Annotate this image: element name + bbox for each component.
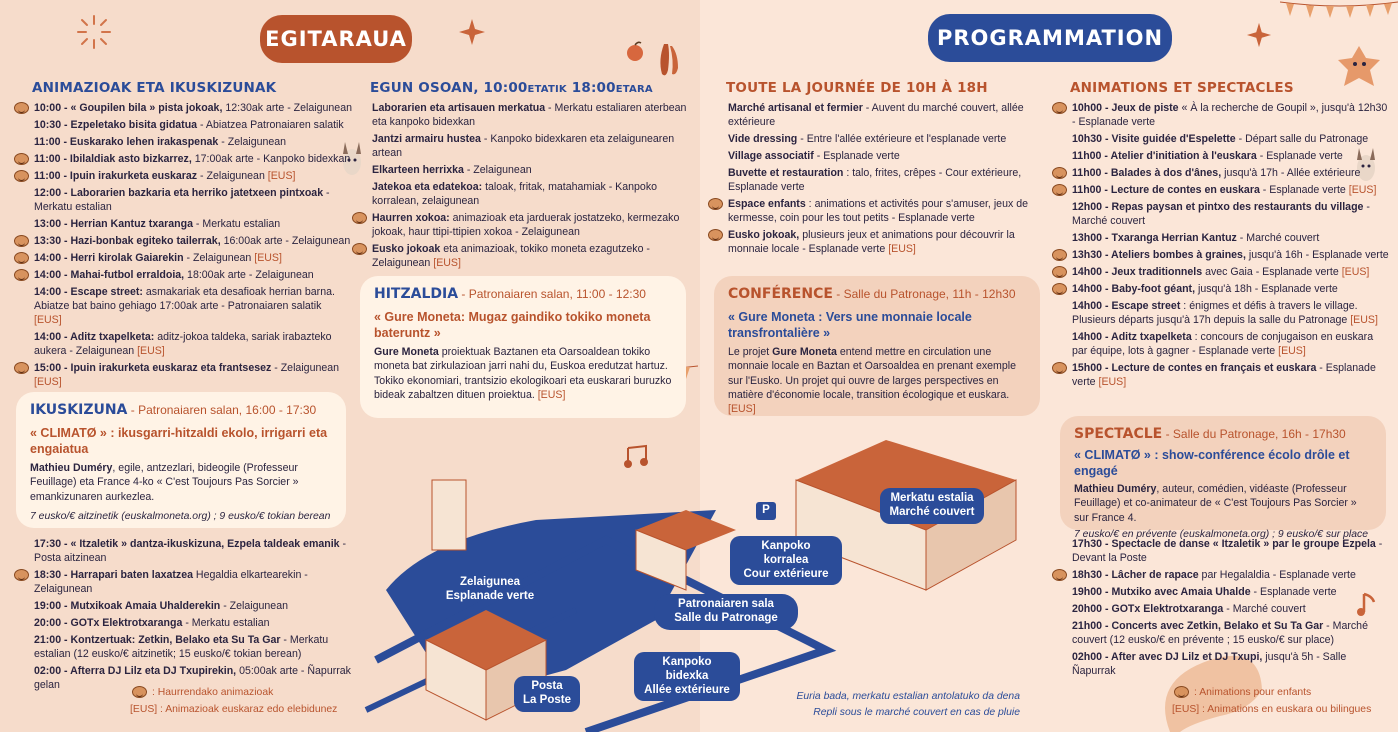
eus-tag: [EUS] bbox=[267, 170, 296, 183]
child-face-icon bbox=[708, 229, 723, 241]
eus-tag: [EUS] bbox=[34, 375, 62, 388]
legend-french bbox=[1172, 686, 1392, 717]
event-time: 14:00 - Herri kirolak Gaiarekin bbox=[34, 251, 184, 264]
event-detail: - Entre l'allée extérieure et l'esplanade verte bbox=[797, 133, 1007, 146]
event-item bbox=[1050, 283, 1390, 297]
event-item bbox=[1050, 249, 1390, 263]
child-face-icon bbox=[132, 686, 147, 698]
event-detail: jusqu'à 17h - Allée extérieure bbox=[1221, 167, 1361, 180]
event-time: 11:00 - Ibilaldiak asto bizkarrez, bbox=[34, 153, 192, 166]
child-face-icon bbox=[1052, 266, 1067, 278]
event-time: 10:30 - Ezpeletako bisita gidatua bbox=[34, 119, 198, 132]
event-detail: - Marché couvert bbox=[1072, 201, 1370, 228]
rain-note-basque: Euria bada, merkatu estalian antolatuko da dena bbox=[796, 691, 1020, 702]
event-time: 18h30 - Lâcher de rapace bbox=[1072, 568, 1199, 581]
event-detail: - Marché couvert bbox=[1223, 602, 1306, 615]
event-detail: jusqu'à 16h - Esplanade verte bbox=[1245, 248, 1389, 261]
box-subtitle: - Patronaiaren salan, 16:00 - 17:30 bbox=[127, 403, 317, 417]
hitzaldia-box bbox=[360, 276, 686, 418]
section-heading: TOUTE LA JOURNÉE DE 10H À 18H bbox=[726, 80, 988, 96]
event-time: Marché artisanal et fermier bbox=[728, 102, 863, 115]
event-item bbox=[12, 331, 352, 359]
event-time: Elkarteen herrixka bbox=[372, 164, 464, 177]
box-title bbox=[728, 286, 1026, 304]
event-detail: - Zelaigunean bbox=[218, 136, 287, 149]
event-list-fr bbox=[1050, 102, 1390, 389]
box-title-text: HITZALDIA bbox=[374, 286, 459, 302]
event-detail: 17:00ak arte - Kanpoko bidexkan bbox=[191, 153, 351, 166]
map-label-bidexka: Kanpoko bidexka Allée extérieure bbox=[634, 652, 740, 701]
event-item bbox=[12, 538, 352, 566]
heading-part: EGUN OSOAN, 10:00 bbox=[370, 80, 528, 96]
parking-sign: P bbox=[756, 502, 776, 520]
event-detail: - Posta aitzinean bbox=[34, 538, 347, 564]
event-time: Village associatif bbox=[728, 150, 814, 163]
eus-tag: [EUS] bbox=[1350, 313, 1378, 326]
event-detail: - Esplanade verte bbox=[1250, 585, 1337, 598]
event-time: 15h00 - Lecture de contes en français et euskara bbox=[1072, 361, 1317, 374]
event-detail: jusqu'à 5h - Salle Ñapurrak bbox=[1072, 650, 1347, 677]
eus-tag: [EUS] bbox=[1278, 344, 1306, 357]
event-item bbox=[1050, 538, 1390, 566]
event-detail: : animations et activités pour s'amuser, jeux de kermesse, coin pour les tout petits - Esplanade verte bbox=[728, 198, 1028, 225]
event-item bbox=[350, 102, 690, 130]
event-detail: - Esplanade verte bbox=[1259, 184, 1349, 197]
event-time: 19:00 - Mutxikoak Amaia Uhalderekin bbox=[34, 599, 221, 612]
event-detail: jusqu'à 18h - Esplanade verte bbox=[1195, 282, 1338, 295]
child-face-icon bbox=[1052, 569, 1067, 581]
event-time: 10h00 - Jeux de piste bbox=[1072, 102, 1179, 115]
eus-tag: [EUS] bbox=[1348, 184, 1377, 197]
event-detail: - Zelaigunean bbox=[183, 251, 255, 264]
event-time: 13h00 - Txaranga Herrian Kantuz bbox=[1072, 232, 1237, 245]
child-face-icon bbox=[1052, 362, 1067, 374]
event-time: 14h00 - Escape street bbox=[1072, 299, 1181, 312]
title-programmation: PROGRAMMATION bbox=[928, 14, 1172, 62]
event-item bbox=[350, 133, 690, 161]
event-time: 14:00 - Escape street: bbox=[34, 285, 143, 298]
event-item bbox=[1050, 651, 1390, 679]
conference-box bbox=[714, 276, 1040, 416]
event-item bbox=[12, 362, 352, 390]
event-item bbox=[12, 153, 352, 167]
event-detail: « À la recherche de Goupil », jusqu'à 12h30 - Esplanade verte bbox=[1072, 102, 1388, 129]
event-item bbox=[12, 102, 352, 116]
event-detail: - Abiatzea Patronaiaren salatik bbox=[197, 119, 344, 132]
box-headline: « CLIMATØ » : show-conférence écolo drôle et engagé bbox=[1074, 447, 1350, 478]
event-item bbox=[12, 187, 352, 215]
child-face-icon bbox=[1052, 184, 1067, 196]
event-detail: - Merkatu estalian (12 eusko/€ aitzinetik; 15 eusko/€ tokian berean) bbox=[34, 633, 329, 660]
box-headline: « CLIMATØ » : ikusgarri-hitzaldi ekolo, irrigarri eta engaiatua bbox=[30, 425, 328, 456]
event-time: 12h00 - Repas paysan et pintxo des restaurants du village bbox=[1072, 201, 1364, 214]
basque-allday-column bbox=[350, 80, 690, 274]
ikuskizuna-box bbox=[16, 392, 346, 528]
event-item bbox=[12, 286, 352, 328]
body-bold: Mathieu Duméry bbox=[30, 462, 113, 475]
allday-list-fr bbox=[706, 102, 1036, 257]
spectacle-box bbox=[1060, 416, 1386, 541]
child-face-icon bbox=[352, 243, 367, 255]
event-item bbox=[706, 229, 1036, 257]
event-item bbox=[1050, 266, 1390, 280]
evening-list-fr bbox=[1050, 538, 1390, 679]
child-face-icon bbox=[352, 212, 367, 224]
child-face-icon bbox=[14, 102, 29, 114]
event-item bbox=[1050, 102, 1390, 130]
event-detail: : concours de conjugaison en euskara par équipe, lots à gagner - Esplanade verte bbox=[1072, 330, 1374, 357]
evening-list bbox=[12, 538, 352, 693]
box-subtitle: - Salle du Patronage, 16h - 17h30 bbox=[1162, 427, 1346, 441]
event-time: 11h00 - Lecture de contes en euskara bbox=[1072, 184, 1260, 197]
star-icon bbox=[458, 18, 486, 46]
event-time: 02:00 - Afterra DJ Lilz eta DJ Txupirekin, bbox=[34, 664, 237, 677]
heading-part: ETATIK bbox=[527, 84, 567, 95]
event-detail: avec Gaia - Esplanade verte bbox=[1202, 265, 1342, 278]
event-detail: - Zelaigunean bbox=[220, 599, 288, 612]
event-detail: - Esplanade verte bbox=[1072, 361, 1376, 388]
child-face-icon bbox=[708, 198, 723, 210]
map-label-merkatu: Merkatu estalia Marché couvert bbox=[880, 488, 984, 524]
event-time: 21:00 - Kontzertuak: Zetkin, Belako eta Su Ta Gar bbox=[34, 633, 281, 646]
box-title-text: CONFÉRENCE bbox=[728, 286, 833, 302]
event-item bbox=[1050, 603, 1390, 617]
event-time: 11h00 - Atelier d'initiation à l'euskara bbox=[1072, 150, 1257, 163]
event-time: 18:30 - Harrapari baten laxatzea bbox=[34, 568, 193, 581]
box-headline: « Gure Moneta : Vers une monnaie locale transfrontalière » bbox=[728, 309, 972, 340]
event-time: 20h00 - GOTx Elektrotxaranga bbox=[1072, 602, 1224, 615]
child-face-icon bbox=[14, 235, 29, 247]
event-time: Vide dressing bbox=[728, 133, 798, 146]
event-item bbox=[12, 235, 352, 249]
legend-eus-row bbox=[130, 703, 360, 716]
event-time: 14h00 - Baby-foot géant, bbox=[1072, 282, 1196, 295]
event-detail: 16:00ak arte - Zelaigunean bbox=[220, 235, 351, 248]
event-list bbox=[12, 102, 352, 389]
french-allday-column bbox=[706, 80, 1036, 260]
child-face-icon bbox=[1052, 283, 1067, 295]
event-detail: asmakariak eta desafioak herrian barna. Abiatze bat baino gehiago 17:00ak arte - Patronaiaren salatik bbox=[34, 285, 335, 312]
eus-tag: [EUS] bbox=[888, 242, 916, 255]
event-detail: - Zelaigunean bbox=[271, 361, 340, 374]
event-item bbox=[350, 212, 690, 240]
event-time: 10h30 - Visite guidée d'Espelette bbox=[1072, 133, 1236, 146]
event-item bbox=[1050, 362, 1390, 390]
basque-evening-column bbox=[12, 538, 352, 696]
event-item bbox=[12, 218, 352, 232]
legend-kid-row bbox=[1172, 686, 1392, 699]
event-item bbox=[1050, 232, 1390, 246]
child-face-icon bbox=[14, 569, 29, 581]
event-detail: - Merkatu estalian bbox=[182, 616, 270, 629]
event-detail: - Merkatu estalian bbox=[34, 187, 330, 214]
eus-tag: [EUS] bbox=[728, 403, 756, 416]
event-item bbox=[706, 167, 1036, 195]
event-time: 14:00 - Aditz txapelketa: bbox=[34, 330, 155, 343]
event-item bbox=[1050, 586, 1390, 600]
heading-part: 18:00 bbox=[566, 80, 616, 96]
map-label-posta: Posta La Poste bbox=[514, 676, 580, 712]
event-time: 12:00 - Laborarien bazkaria eta herriko jatetxeen pintxoak bbox=[34, 187, 324, 200]
legend-eus-row bbox=[1172, 703, 1392, 716]
box-title bbox=[30, 402, 332, 420]
box-body bbox=[374, 345, 672, 402]
apple-icon bbox=[624, 40, 646, 62]
event-item bbox=[350, 243, 690, 271]
event-detail: - Départ salle du Patronage bbox=[1235, 133, 1369, 146]
event-detail: - Zelaigunean bbox=[463, 164, 532, 177]
child-face-icon bbox=[1052, 249, 1067, 261]
sparkle-icon bbox=[76, 14, 112, 50]
eus-tag: [EUS] bbox=[254, 251, 282, 264]
map-label-korralea: Kanpoko korralea Cour extérieure bbox=[730, 536, 842, 585]
event-time: 14h00 - Jeux traditionnels bbox=[1072, 265, 1203, 278]
event-time: 14:00 - Mahai-futbol erraldoia, bbox=[34, 268, 185, 281]
legend-eus-tag: [EUS] bbox=[130, 704, 158, 716]
legend-eus-text: : Animations en euskara ou bilingues bbox=[1199, 704, 1372, 716]
french-animations-column bbox=[1050, 80, 1390, 393]
event-time: Buvette et restauration bbox=[728, 167, 844, 180]
legend-basque bbox=[130, 686, 360, 717]
body-bold: Gure Moneta bbox=[772, 346, 837, 359]
child-face-icon bbox=[14, 252, 29, 264]
event-time: 02h00 - After avec DJ Lilz et DJ Txupi, bbox=[1072, 650, 1263, 663]
legend-kid-row bbox=[130, 686, 360, 699]
event-time: 13:30 - Hazi-bonbak egiteko tailerrak, bbox=[34, 235, 221, 248]
event-time: Jatekoa eta edatekoa: bbox=[372, 181, 483, 194]
event-item bbox=[350, 181, 690, 209]
title-egitaraua: EGITARAUA bbox=[260, 15, 412, 63]
event-time: 21h00 - Concerts avec Zetkin, Belako et Su Ta Gar bbox=[1072, 619, 1324, 632]
event-item bbox=[12, 269, 352, 283]
event-time: Haurren xokoa: bbox=[372, 212, 450, 225]
event-detail: par Hegalaldia - Esplanade verte bbox=[1198, 568, 1356, 581]
event-detail: aditz-jokoa taldeka, sariak irabazteko aukera - Zelaigunean bbox=[34, 330, 332, 357]
heading-part: ETARA bbox=[615, 84, 653, 95]
event-item bbox=[12, 136, 352, 150]
event-item bbox=[1050, 150, 1390, 164]
map-label-zelaigunea: Zelaigunea Esplanade verte bbox=[445, 576, 535, 602]
event-time: 19h00 - Mutxiko avec Amaia Uhalde bbox=[1072, 585, 1251, 598]
eus-tag: [EUS] bbox=[537, 389, 566, 402]
box-body bbox=[728, 345, 1026, 416]
event-detail: - Esplanade verte bbox=[1256, 150, 1343, 163]
child-face-icon bbox=[14, 269, 29, 281]
event-item bbox=[706, 198, 1036, 226]
event-time: 11:00 - Ipuin irakurketa euskaraz bbox=[34, 170, 198, 183]
event-time: Espace enfants bbox=[728, 198, 806, 211]
box-title-text: SPECTACLE bbox=[1074, 426, 1163, 442]
eus-tag: [EUS] bbox=[1341, 265, 1370, 278]
event-detail: animazioak eta jarduerak jostatzeko, kermezako jokoak, haur ttipi-ttipien xokoa - Zelaigunean bbox=[372, 212, 680, 239]
section-heading: ANIMAZIOAK ETA IKUSKIZUNAK bbox=[32, 80, 277, 96]
event-item bbox=[1050, 620, 1390, 648]
price-line: 7 eusko/€ en prévente (euskalmoneta.org) ; 9 eusko/€ sur place bbox=[1074, 529, 1368, 541]
event-detail: : talo, frites, crêpes - Cour extérieure, Esplanade verte bbox=[728, 167, 1022, 194]
event-time: 17:30 - « Itzaletik » dantza-ikuskizuna, Ezpela taldeak emanik bbox=[34, 538, 340, 550]
event-item bbox=[12, 170, 352, 184]
event-item bbox=[12, 634, 352, 662]
map-label-patronaia: Patronaiaren sala Salle du Patronage bbox=[654, 594, 798, 630]
body-bold: Mathieu Duméry bbox=[1074, 483, 1157, 496]
child-face-icon bbox=[14, 362, 29, 374]
event-time: 15:00 - Ipuin irakurketa euskaraz eta frantsesez bbox=[34, 361, 272, 374]
event-detail: - Auvent du marché couvert, allée extérieure bbox=[728, 102, 1024, 129]
eus-tag: [EUS] bbox=[1098, 375, 1127, 388]
event-item bbox=[350, 164, 690, 178]
child-face-icon bbox=[1174, 686, 1189, 698]
event-detail: - Kanpoko bidexkaren eta zelaigunearen artean bbox=[372, 133, 675, 160]
event-detail: plusieurs jeux et animations pour découvrir la monnaie locale - Esplanade verte bbox=[728, 229, 1015, 255]
event-time: 20:00 - GOTx Elektrotxaranga bbox=[34, 616, 183, 629]
event-time: 17h30 - Spectacle de danse « Itzaletik » par le groupe Ezpela bbox=[1072, 538, 1376, 550]
box-headline: « Gure Moneta: Mugaz gaindiko tokiko moneta bateruntz » bbox=[374, 309, 651, 340]
body-text: entend mettre en circulation une monnaie locale en Baztan et Oarsoaldea en prenant exemple sur l'Eusko. Un projet qui ouvre de larges perspectives en matière d'économie locale, transition écologique et euskara. bbox=[728, 346, 1016, 402]
box-title-text: IKUSKIZUNA bbox=[30, 402, 128, 418]
french-evening-column bbox=[1050, 538, 1390, 682]
star-icon-right bbox=[1246, 22, 1272, 48]
box-body bbox=[1074, 482, 1372, 525]
box-title bbox=[374, 286, 672, 304]
event-time: 14h00 - Aditz txapelketa bbox=[1072, 330, 1192, 343]
basque-animations-column bbox=[12, 80, 352, 393]
event-detail: eta animazioak, tokiko moneta ezagutzeko - Zelaigunean bbox=[372, 242, 650, 269]
child-face-icon bbox=[14, 170, 29, 182]
eus-tag: [EUS] bbox=[433, 256, 461, 269]
event-item bbox=[12, 600, 352, 614]
child-face-icon bbox=[14, 153, 29, 165]
event-item bbox=[706, 150, 1036, 164]
event-item bbox=[1050, 300, 1390, 328]
event-item bbox=[1050, 569, 1390, 583]
child-face-icon bbox=[1052, 167, 1067, 179]
eus-tag: [EUS] bbox=[34, 313, 62, 326]
event-time: 11h00 - Balades à dos d'ânes, bbox=[1072, 167, 1222, 180]
child-face-icon bbox=[1052, 102, 1067, 114]
body-pre: Le projet bbox=[728, 346, 773, 359]
event-detail: 12:30ak arte - Zelaigunean bbox=[222, 102, 352, 115]
event-detail: Hegaldia elkartearekin - Zelaigunean bbox=[34, 568, 308, 595]
event-item bbox=[12, 252, 352, 266]
body-text: , auteur, comédien, vidéaste (Professeur Feuillage) et co-animateur de « C'est Toujours Pas Sorcier » sur France 4. bbox=[1074, 483, 1357, 524]
event-detail: - Marché couvert bbox=[1236, 232, 1320, 245]
event-item bbox=[12, 617, 352, 631]
box-subtitle: - Patronaiaren salan, 11:00 - 12:30 bbox=[458, 287, 646, 301]
price-line: 7 eusko/€ aitzinetik (euskalmoneta.org) ; 9 eusko/€ tokian berean bbox=[30, 511, 331, 523]
box-title bbox=[1074, 426, 1372, 444]
body-text: proiektuak Baztanen eta Oarsoaldean tokiko moneta bat zirkulazioan jarri nahi du, Euskoa eredutzat hartuz. Tokiko ekonomiari, trantsizio ekologikoari eta euskarari buruzko bideak zabaltzen dituen proiektua. bbox=[374, 346, 672, 402]
event-item bbox=[1050, 331, 1390, 359]
event-detail: - Devant la Poste bbox=[1072, 538, 1383, 564]
event-time: 11:00 - Euskarako lehen irakaspenak bbox=[34, 136, 219, 149]
body-text: , egile, antzezlari, bideogile (Professeur Feuillage) eta France 4-ko « C'est Toujours Pas Sorcier » emankizunaren aurkezlea. bbox=[30, 462, 299, 503]
event-item bbox=[12, 569, 352, 597]
event-item bbox=[1050, 201, 1390, 229]
event-detail: - Merkatu estaliaren aterbean eta kanpoko bidexkan bbox=[372, 102, 687, 129]
event-item bbox=[1050, 184, 1390, 198]
event-item bbox=[1050, 167, 1390, 181]
event-detail: - Zelaigunean bbox=[197, 170, 268, 183]
box-subtitle: - Salle du Patronage, 11h - 12h30 bbox=[832, 287, 1016, 301]
event-detail: - Esplanade verte bbox=[813, 150, 900, 163]
event-item bbox=[12, 119, 352, 133]
rain-note-french: Repli sous le marché couvert en cas de pluie bbox=[813, 707, 1020, 718]
event-time: Jantzi armairu hustea bbox=[372, 133, 481, 146]
legend-eus-text: : Animazioak euskaraz edo elebidunez bbox=[157, 704, 338, 716]
event-item bbox=[706, 133, 1036, 147]
body-bold: Gure Moneta bbox=[374, 346, 439, 359]
event-time: Eusko jokoak, bbox=[728, 229, 800, 242]
pepper-icon bbox=[656, 40, 680, 78]
event-time: Laborarien eta artisauen merkatua bbox=[372, 102, 546, 115]
box-body bbox=[30, 461, 332, 504]
event-time: 13h30 - Ateliers bombes à graines, bbox=[1072, 248, 1246, 261]
event-item bbox=[706, 102, 1036, 130]
event-detail: taloak, fritak, matahamiak - Kanpoko korralean, zelaigunean bbox=[372, 181, 658, 208]
event-detail: - Merkatu estalian bbox=[192, 218, 281, 231]
event-detail: 18:00ak arte - Zelaigunean bbox=[184, 268, 314, 281]
allday-list bbox=[350, 102, 690, 271]
event-detail: - Marché couvert (12 eusko/€ en prévente ; 15 eusko/€ sur place) bbox=[1072, 619, 1368, 646]
section-heading-allday bbox=[350, 80, 690, 97]
event-time: 10:00 - « Goupilen bila » pista jokoak, bbox=[34, 102, 223, 115]
event-item bbox=[1050, 133, 1390, 147]
event-detail: 05:00ak arte - Ñapurrak gelan bbox=[34, 664, 351, 691]
eus-tag: [EUS] bbox=[137, 344, 165, 357]
legend-kid-text: : Haurrendako animazioak bbox=[152, 687, 274, 698]
bunting-icon-right bbox=[1280, 0, 1398, 30]
event-time: Eusko jokoak bbox=[372, 242, 441, 255]
legend-kid-text: : Animations pour enfants bbox=[1194, 687, 1312, 698]
event-detail: : énigmes et défis à travers le village. Plusieurs départs jusqu'à 17h depuis la salle du Patronage bbox=[1072, 299, 1358, 326]
section-heading: ANIMATIONS ET SPECTACLES bbox=[1070, 80, 1294, 96]
event-time: 13:00 - Herrian Kantuz txaranga bbox=[34, 218, 193, 231]
legend-eus-tag: [EUS] bbox=[1172, 704, 1200, 716]
